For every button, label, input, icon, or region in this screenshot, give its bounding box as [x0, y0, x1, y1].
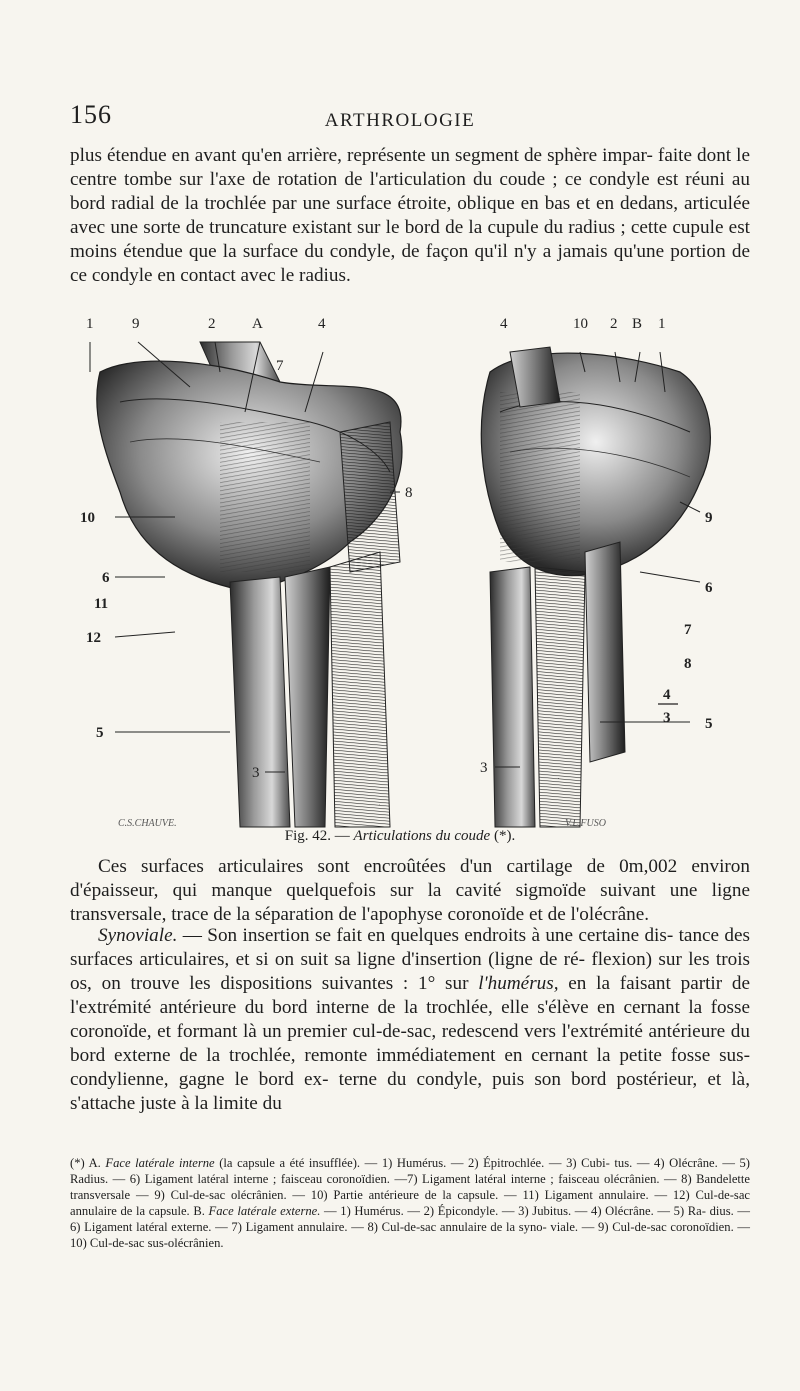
- label-b-1: 1: [658, 316, 666, 332]
- label-a-1: 1: [86, 316, 94, 332]
- figure-illustration: [80, 312, 730, 832]
- label-b-10: 10: [573, 316, 588, 332]
- label-a-3: 3: [252, 765, 260, 781]
- synoviale-text-after: en la faisant partir de l'extrémité antérieure du bord interne de la trochlée, elle s'élève en cernant la fosse coronoïde, et formant là un premier cul-de-sac, redescend vers l'extrémité antérieure du bord externe de la trochlée, remonte immédiatement en cernant la petite fosse sus-condylienne, gagne le bord ex- terne du condyle, puis son bord postérieur, et là, s'attache juste à la limite du: [70, 973, 750, 1114]
- label-a-6: 6: [102, 570, 110, 586]
- label-a-2: 2: [208, 316, 216, 332]
- synoviale-text-before: — Son insertion se fait en quelques endroits à une certaine dis- tance des surfaces articulaires, et si on suit sa ligne d'insertion (ligne de ré- flexion) sur les trois os, on trouve les dispositions suivantes : 1° sur: [70, 925, 750, 994]
- label-b-7: 7: [684, 622, 692, 638]
- label-a-12: 12: [86, 630, 101, 646]
- engraver-signature-left: C.S.CHAUVE.: [118, 818, 177, 829]
- paragraph-synoviale: [70, 924, 750, 1116]
- label-a-11: 11: [94, 596, 109, 612]
- label-b-3-fraction: 3: [663, 710, 671, 726]
- paragraph-condyle: plus étendue en avant qu'en arrière, représente un segment de sphère impar- faite dont le centre tombe sur l'axe de rotation de l'articulation du coude ; ce condyle est réuni au bord radial de la trochlée par une surface étroite, oblique en bas et en dedans, articulée avec une sorte de truncature existant sur le bord de la cupule du radius ; cette cupule est moins étendue que la surface du condyle, de façon qu'il n'y a jamais qu'une portion de ce condyle en contact avec le radius.: [70, 145, 750, 286]
- panel-b-drawing: [481, 347, 710, 827]
- label-b-6: 6: [705, 580, 713, 596]
- page-number: 156: [70, 100, 112, 129]
- label-b-3: 3: [480, 760, 488, 776]
- label-a-10: 10: [80, 510, 95, 526]
- label-b-4-fraction: 4: [663, 687, 671, 703]
- footnote-b-text: — 1) Humérus. — 2) Épicondyle. — 3) Jubitus. — 4) Olécrâne. — 5) Ra- dius. — 6) Ligament latéral externe. — 7) Ligament annulaire. — 8) Cul-de-sac annulaire de la syno- viale. — 9) Cul-de-sac coronoïdien. — 10) Cul-de-sac sus-olécrânien.: [70, 1204, 750, 1250]
- paragraph-cartilage: [70, 855, 750, 927]
- figure-footnote: [70, 1155, 750, 1251]
- label-a-9: 9: [132, 316, 140, 332]
- label-b-5: 5: [705, 716, 713, 732]
- figure-caption: [0, 828, 800, 845]
- synoviale-emphasis: l'humérus,: [478, 973, 559, 994]
- caption-prefix: Fig. 42. —: [284, 828, 350, 844]
- caption-title: Articulations du coude: [353, 828, 491, 844]
- label-b-8: 8: [684, 656, 692, 672]
- footnote-a-text: (la capsule a été insufflée). — 1) Humérus. — 2) Épitrochlée. — 3) Cubi- tus. — 4) Olécrâne. — 5) Radius. — 6) Ligament latéral interne ; faisceau coronoïdien. —7) Ligament latéral interne ; faisceau olécrânien. — 8) Bandelette transversale — 9) Cul-de-sac olécrânien. — 10) Partie antérieure de la capsule. — 11) Ligament annulaire. — 12) Cul-de-sac annulaire de la capsule. B.: [70, 1156, 750, 1218]
- panel-label-a: A: [252, 316, 263, 332]
- running-title: ARTHROLOGIE: [324, 110, 476, 131]
- label-a-8: 8: [405, 485, 413, 501]
- label-b-4: 4: [500, 316, 508, 332]
- engraver-signature-right: V.L.FUSO: [565, 818, 606, 829]
- footnote-a-title: Face latérale interne: [105, 1156, 215, 1170]
- panel-label-b: B: [632, 316, 643, 332]
- caption-mark: (*).: [493, 828, 516, 844]
- label-a-4: 4: [318, 316, 326, 332]
- footnote-b-title: Face latérale externe.: [208, 1204, 321, 1218]
- synoviale-heading: Synoviale.: [98, 925, 178, 946]
- figure-elbow-articulations: [80, 312, 730, 832]
- footnote-mark: (*) A.: [70, 1156, 101, 1170]
- label-a-7: 7: [276, 358, 284, 374]
- label-b-2: 2: [610, 316, 618, 332]
- panel-a-drawing: [90, 342, 402, 827]
- paragraph-cartilage-text: Ces surfaces articulaires sont encroûtées d'un cartilage de 0m,002 environ d'épaisseur, qui manque quelquefois sur la cavité sigmoïde suivant une ligne transversale, trace de la séparation de l'apophyse coronoïde et de l'olécrâne.: [70, 856, 750, 925]
- label-a-5: 5: [96, 725, 104, 741]
- label-b-9: 9: [705, 510, 713, 526]
